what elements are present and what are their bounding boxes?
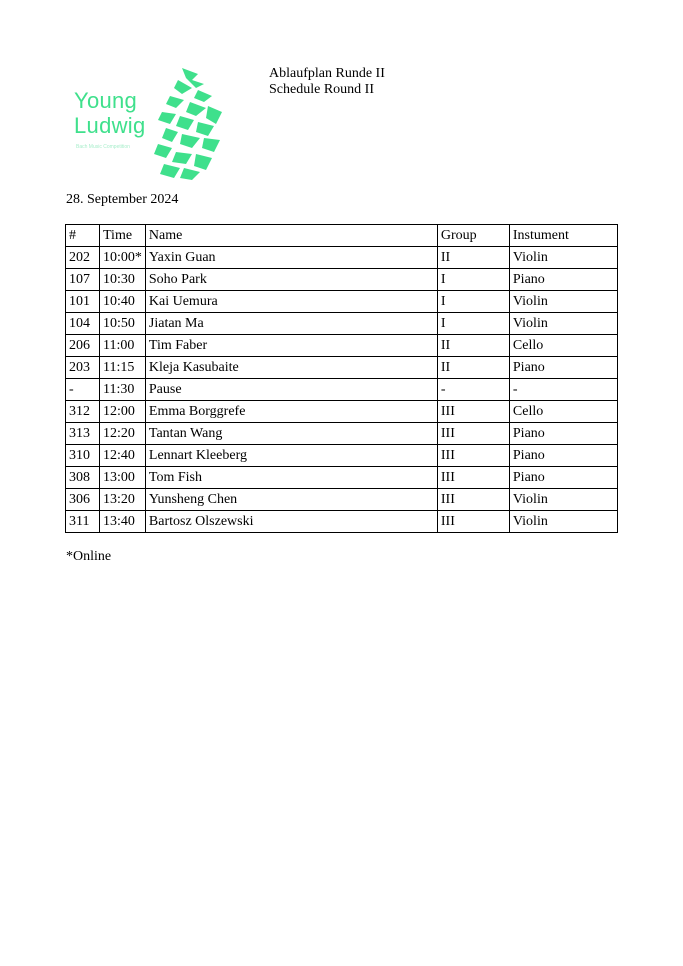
cell-number: -	[66, 379, 100, 401]
cell-instrument: Violin	[509, 247, 617, 269]
cell-name: Lennart Kleeberg	[145, 445, 437, 467]
cell-name: Tantan Wang	[145, 423, 437, 445]
cell-instrument: Piano	[509, 467, 617, 489]
table-row	[66, 423, 618, 445]
cell-group: I	[437, 269, 509, 291]
cell-number: 313	[66, 423, 100, 445]
cell-time: 12:00	[100, 401, 146, 423]
cell-name: Jiatan Ma	[145, 313, 437, 335]
column-header-number: #	[66, 225, 100, 247]
cell-number: 101	[66, 291, 100, 313]
cell-time: 10:40	[100, 291, 146, 313]
cell-group: II	[437, 357, 509, 379]
cell-instrument: Cello	[509, 335, 617, 357]
cell-group: II	[437, 335, 509, 357]
cell-number: 203	[66, 357, 100, 379]
cell-instrument: Piano	[509, 445, 617, 467]
cell-name: Kleja Kasubaite	[145, 357, 437, 379]
young-ludwig-logo	[74, 66, 230, 182]
table-row	[66, 247, 618, 269]
cell-time: 12:40	[100, 445, 146, 467]
cell-time: 13:00	[100, 467, 146, 489]
cell-name: Pause	[145, 379, 437, 401]
cell-number: 308	[66, 467, 100, 489]
table-row	[66, 489, 618, 511]
cell-number: 206	[66, 335, 100, 357]
cell-number: 310	[66, 445, 100, 467]
table-row	[66, 401, 618, 423]
table-row	[66, 445, 618, 467]
cell-time: 13:20	[100, 489, 146, 511]
table-row	[66, 269, 618, 291]
cell-number: 104	[66, 313, 100, 335]
table-row	[66, 467, 618, 489]
table-row	[66, 379, 618, 401]
cell-group: III	[437, 445, 509, 467]
table-row	[66, 335, 618, 357]
cell-name: Yunsheng Chen	[145, 489, 437, 511]
title-english: Schedule Round II	[269, 82, 374, 97]
table-body	[66, 247, 618, 533]
cell-name: Yaxin Guan	[145, 247, 437, 269]
title-german: Ablaufplan Runde II	[269, 66, 385, 81]
cell-name: Soho Park	[145, 269, 437, 291]
cell-time: 11:00	[100, 335, 146, 357]
cell-time: 11:15	[100, 357, 146, 379]
cell-time: 10:50	[100, 313, 146, 335]
cell-number: 312	[66, 401, 100, 423]
column-header-time: Time	[100, 225, 146, 247]
cell-group: III	[437, 467, 509, 489]
cell-group: I	[437, 291, 509, 313]
column-header-name: Name	[145, 225, 437, 247]
cell-name: Emma Borggrefe	[145, 401, 437, 423]
table-row	[66, 511, 618, 533]
cell-number: 202	[66, 247, 100, 269]
cell-group: I	[437, 313, 509, 335]
cell-instrument: Violin	[509, 291, 617, 313]
cell-time: 13:40	[100, 511, 146, 533]
table-row	[66, 357, 618, 379]
cell-group: -	[437, 379, 509, 401]
cell-group: II	[437, 247, 509, 269]
cell-group: III	[437, 489, 509, 511]
event-date: 28. September 2024	[66, 192, 179, 207]
cell-group: III	[437, 511, 509, 533]
cell-instrument: Piano	[509, 269, 617, 291]
cell-time: 12:20	[100, 423, 146, 445]
logo-wordmark	[74, 88, 146, 138]
cell-instrument: Cello	[509, 401, 617, 423]
cell-instrument: Violin	[509, 511, 617, 533]
cell-group: III	[437, 423, 509, 445]
cell-instrument: Piano	[509, 357, 617, 379]
cell-time: 10:30	[100, 269, 146, 291]
logo-line-young: Young	[74, 88, 138, 113]
logo-line-ludwig: Ludwig	[74, 113, 146, 138]
cell-time: 10:00*	[100, 247, 146, 269]
schedule-table	[65, 224, 618, 533]
cell-instrument: -	[509, 379, 617, 401]
document-titles	[269, 66, 385, 98]
cell-name: Tom Fish	[145, 467, 437, 489]
cell-group: III	[437, 401, 509, 423]
logo-subtitle: Bach Music Competition	[76, 144, 130, 150]
table-row	[66, 291, 618, 313]
cell-instrument: Piano	[509, 423, 617, 445]
cell-time: 11:30	[100, 379, 146, 401]
online-footnote: *Online	[66, 549, 112, 564]
cell-name: Kai Uemura	[145, 291, 437, 313]
cell-instrument: Violin	[509, 489, 617, 511]
cell-number: 306	[66, 489, 100, 511]
cell-name: Tim Faber	[145, 335, 437, 357]
column-header-group: Group	[437, 225, 509, 247]
table-header-row	[66, 225, 618, 247]
cell-name: Bartosz Olszewski	[145, 511, 437, 533]
beethoven-portrait-icon	[152, 66, 228, 180]
cell-number: 311	[66, 511, 100, 533]
cell-number: 107	[66, 269, 100, 291]
column-header-instrument: Instument	[509, 225, 617, 247]
cell-instrument: Violin	[509, 313, 617, 335]
table-row	[66, 313, 618, 335]
